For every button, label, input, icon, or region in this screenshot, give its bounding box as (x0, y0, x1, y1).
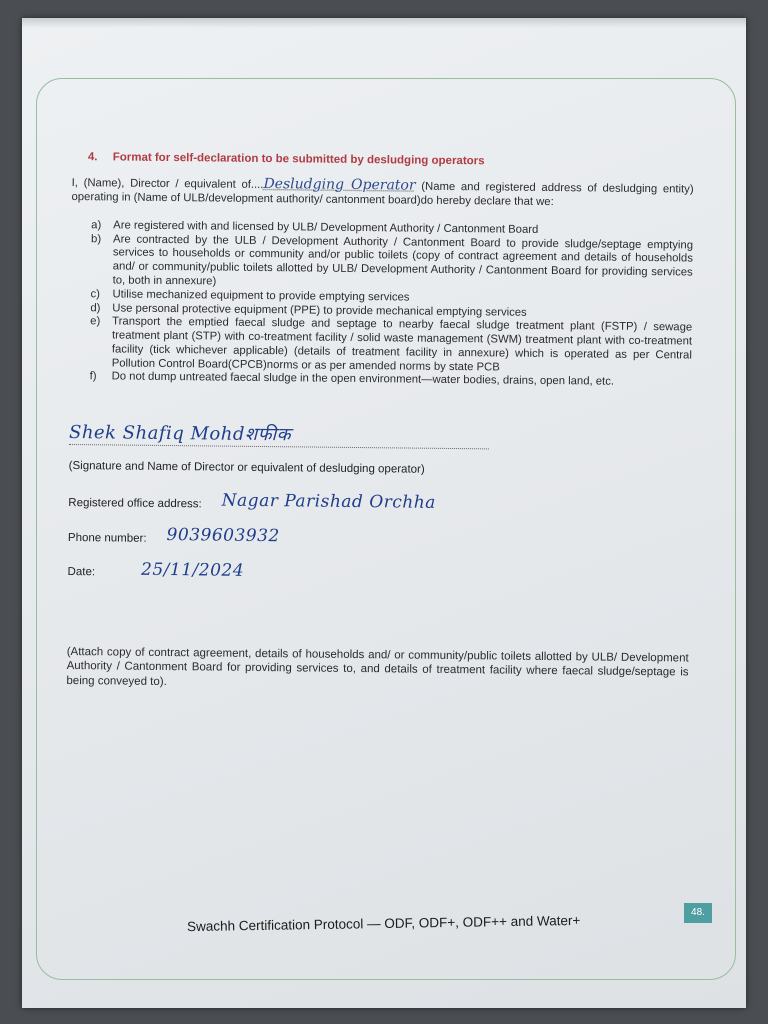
signature-caption: (Signature and Name of Director or equivalent of desludging operator) (68, 460, 425, 476)
phone-value: 9039603932 (166, 525, 280, 547)
handwritten-signature-devanagari: शफीक (244, 424, 292, 446)
clause-text: Are registered with and licensed by ULB/ Development Authority / Cantonment Board (113, 219, 539, 236)
clause-letter: a) (91, 219, 102, 232)
clause-text: Do not dump untreated faecal sludge in the open environment—water bodies, drains, open land, etc. (111, 370, 615, 389)
footer-protocol-title: Swachh Certification Protocol — ODF, ODF+, ODF++ and Water+ (186, 912, 581, 935)
page-number-badge: 48. (684, 903, 712, 923)
handwritten-signature-name: Shek Shafiq Mohd (68, 422, 246, 446)
declaration-intro (71, 174, 693, 211)
clause-text: Transport the emptied faecal sludge and septage to nearby faecal sludge treatment plant (FSTP) / sewage treatment plant (STP) with co-treatment facility / solid waste management (SWM) treatment plant with co-treatment facility (tick whichever applicable) (details of treatment facility in annexure) which is operated as per Central Pollution Control Board(CPCB)norms or as per amended norms by state PCB (111, 315, 693, 374)
clause-letter: f) (89, 370, 97, 383)
clause-letter: e) (90, 315, 101, 328)
phone-row (68, 524, 690, 551)
clause-item (91, 233, 694, 294)
intro-text-after: (Name and registered address of desludging entity) operating in (Name of ULB/development authority/ cantonment board)do hereby declare that we: (71, 180, 694, 209)
office-address-row (68, 489, 690, 516)
clause-item (90, 316, 693, 377)
section-number: 4. (87, 151, 98, 164)
document-page (22, 18, 746, 1008)
declaration-content (66, 150, 694, 694)
signature-line (69, 416, 489, 449)
handwritten-entity-name: Desludging Operator (263, 176, 416, 194)
date-row (68, 559, 690, 586)
phone-label: Phone number: (67, 531, 147, 545)
clause-text: Are contracted by the ULB / Development Authority / Cantonment Board to provide sludge/septage emptying services to households or community and/or public toilets (copy of contract agreement and details of households and/ or community/public toilets allotted by ULB/ Development Authority / Cantonment Board for providing services to, both in annexure) (112, 233, 694, 288)
office-address-label: Registered office address: (68, 496, 202, 511)
section-title: Format for self-declaration to be submitted by desludging operators (112, 151, 485, 168)
clause-letter: c) (90, 287, 100, 301)
clause-text: Utilise mechanized equipment to provide emptying services (112, 288, 410, 304)
declaration-clauses (70, 219, 694, 391)
attachment-note: (Attach copy of contract agreement, details of households and/ or community/public toilets allotted by ULB/ Development Authority / Cantonment Board for providing services to, and details of treatment facility where faecal sludge/septage is being conveyed to). (66, 646, 689, 688)
office-address-value: Nagar Parishad Orchha (221, 490, 436, 514)
date-value: 25/11/2024 (141, 559, 245, 581)
intro-text-before: I, (Name), Director / equivalent of.... (71, 177, 264, 192)
date-label: Date: (67, 566, 96, 579)
clause-letter: b) (91, 232, 102, 245)
clause-text: Use personal protective equipment (PPE) to provide mechanical emptying services (112, 301, 527, 319)
clause-letter: d) (90, 301, 101, 314)
